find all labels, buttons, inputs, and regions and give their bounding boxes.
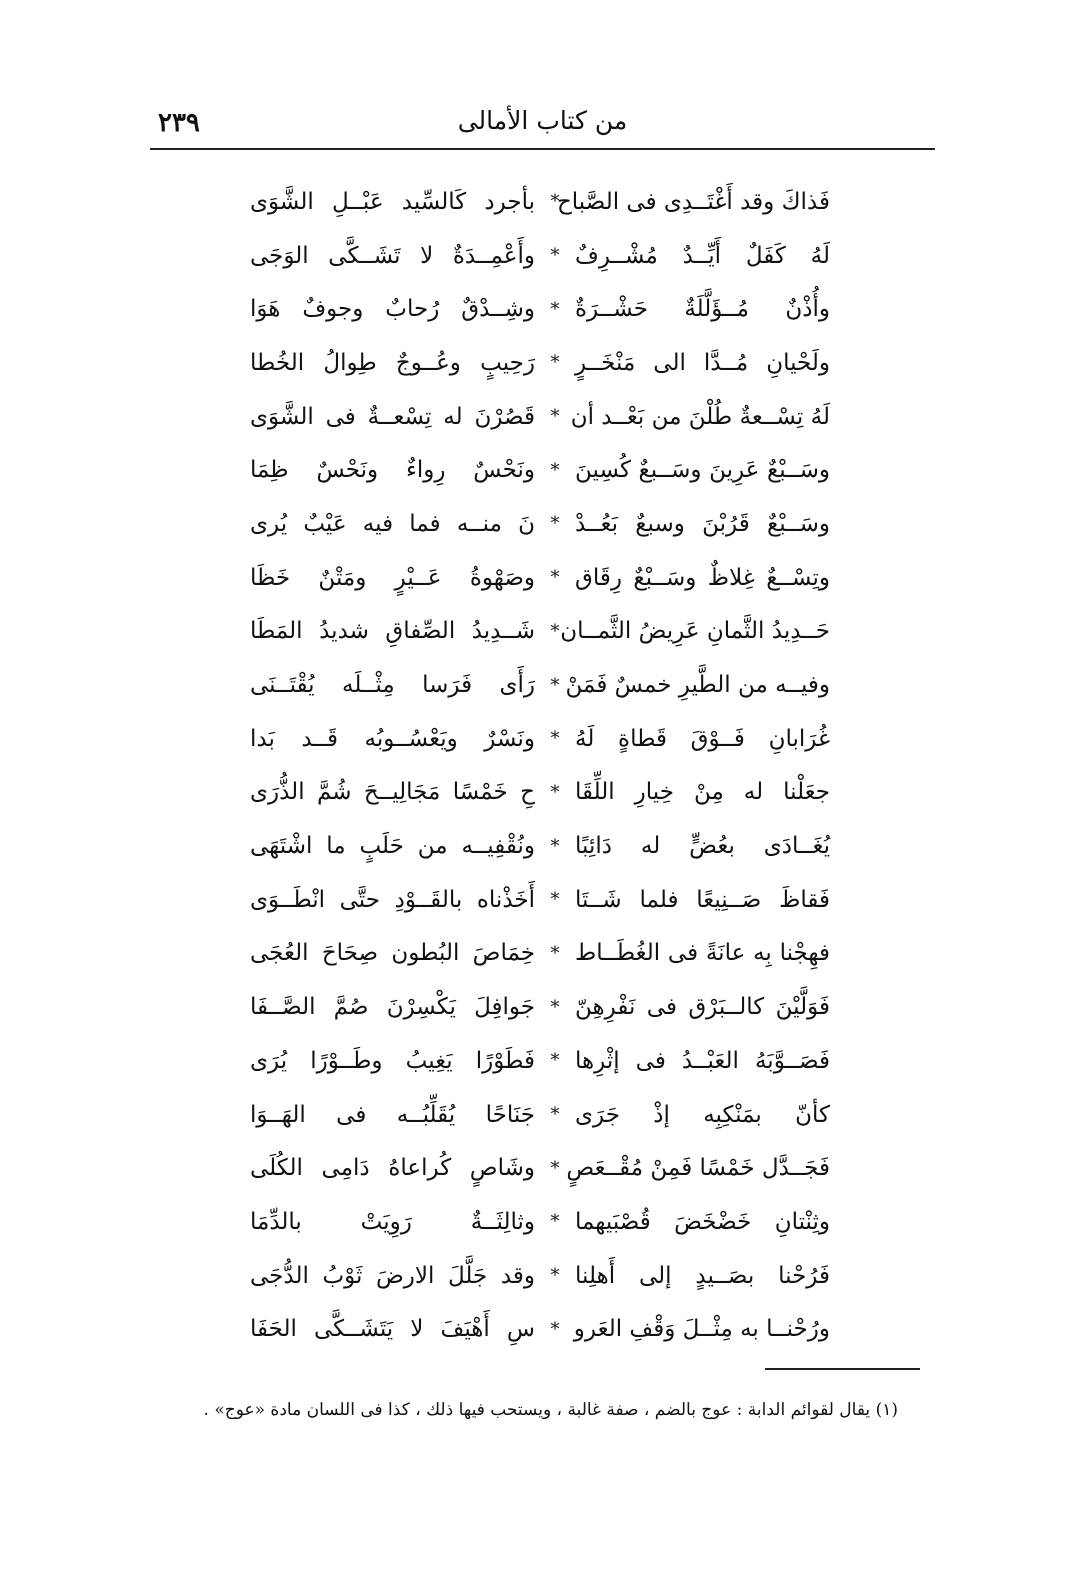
second-hemistich: بأجرد كَالسِّيد عَبْــلِ الشَّوَى	[250, 188, 535, 215]
first-hemistich: غُرَابانِ فَــوْقَ قَطاةٍ لَهُ	[575, 725, 830, 752]
second-hemistich: وثالِثَــةٌ رَوِيَتْ بالدِّمَا	[250, 1208, 535, 1235]
second-hemistich: أَخَذْناه بالقَــوْدِ حتَّى انْطَــوَى	[250, 886, 535, 913]
verse-line	[250, 1034, 830, 1088]
second-hemistich: رَأَى فَرَسا مِثْــلَه يُقْتَــنَى	[250, 672, 535, 699]
second-hemistich: قَصُرْنَ له تِسْعــةٌ فى الشَّوَى	[250, 403, 535, 430]
second-hemistich: سِ أَهْيَفَ لا يَتَشَــكَّى الحَفَا	[250, 1316, 535, 1343]
first-hemistich: وسَــبْعٌ عَرِينَ وسَــبعٌ كُسِينَ	[575, 457, 830, 484]
verse-line	[250, 229, 830, 283]
second-hemistich: نَ منــه فما فيه عَيْبٌ يُرى	[250, 510, 535, 537]
poem	[250, 175, 830, 1356]
verse-separator: *	[550, 1211, 560, 1233]
verse-separator: *	[550, 942, 560, 964]
second-hemistich: ونُقْفِيــه من حَلَبٍ ما اشْتَهَى	[250, 833, 535, 860]
verse-line	[250, 497, 830, 551]
first-hemistich: وسَــبْعٌ قَرُبْنَ وسبعٌ بَعُــدْ	[575, 510, 830, 537]
verse-line	[250, 927, 830, 981]
running-title: من كتاب الأمالى	[457, 106, 628, 135]
first-hemistich: فَوَلَّيْنَ كالــبَرْق فى نَفْرِهِنّ	[575, 994, 830, 1021]
verse-line	[250, 1088, 830, 1142]
verse-separator: *	[550, 728, 560, 750]
verse-line	[250, 551, 830, 605]
verse-separator: *	[550, 406, 560, 428]
first-hemistich: فَرُحْنا بصَــيدٍ إلى أَهلِنا	[575, 1262, 830, 1289]
second-hemistich: جَوافِلَ يَكْسِرْنَ صُمَّ الصَّــفَا	[250, 994, 535, 1021]
second-hemistich: حِ خَمْسًا مَجَالِيــحَ شُمَّ الذُّرَى	[250, 779, 535, 806]
second-hemistich: ونَسْرٌ ويَعْسُــوبُه قَــد بَدا	[250, 725, 535, 752]
footnote	[150, 1400, 898, 1420]
first-hemistich: وأُذْنٌ مُــؤَلَّلَةٌ حَشْــرَةٌ	[575, 296, 830, 323]
verse-separator: *	[550, 996, 560, 1018]
verse-separator: *	[550, 781, 560, 803]
first-hemistich: وثِنْتانِ خَضْخَضَ قُصْبَيهما	[575, 1208, 830, 1235]
first-hemistich: يُغَــادَى بعُضٍّ له دَائِبًا	[575, 833, 830, 860]
verse-line	[250, 980, 830, 1034]
second-hemistich: وأَعْمِــدَةٌ لا تَشَــكَّى الوَجَى	[250, 242, 535, 269]
first-hemistich: ورُحْنــا به مِثْــلَ وَقْفِ العَرو	[573, 1316, 830, 1343]
verse-separator: *	[550, 1265, 560, 1287]
verse-line	[250, 873, 830, 927]
second-hemistich: وصَهْوةُ عَــيْرٍ ومَتْنٌ خَظَا	[250, 564, 535, 591]
first-hemistich: جعَلْنا له مِنْ خِيارِ اللِّقَا	[575, 779, 830, 806]
first-hemistich: كأنّ بمَنْكِبِه إذْ جَرَى	[575, 1101, 830, 1128]
verse-line	[250, 1249, 830, 1303]
first-hemistich: حَــدِيدُ الثَّمانِ عَرِيضُ الثَّمــان	[560, 618, 830, 645]
first-hemistich: لَهُ تِسْــعةٌ طُلْنَ من بَعْــد أن	[570, 403, 830, 430]
first-hemistich: وتِسْــعٌ غِلاظٌ وسَــبْعٌ رِقَاق	[575, 564, 830, 591]
second-hemistich: وشِــدْقٌ رُحابٌ وجوفٌ هَوَا	[250, 296, 535, 323]
first-hemistich: فَقاظَ صَــنِيعًا فلما شَــتَا	[575, 886, 830, 913]
verse-line	[250, 1195, 830, 1249]
verse-line	[250, 766, 830, 820]
footnote-divider	[765, 1368, 920, 1370]
second-hemistich: وشَاصٍ كُراعاهُ دَامِى الكُلَى	[250, 1155, 535, 1182]
second-hemistich: خِمَاصَ البُطون صِحَاحَ العُجَى	[250, 940, 535, 967]
second-hemistich: رَحِيبٍ وعُــوجٌ طِوالُ الخُطا	[250, 349, 535, 376]
verse-separator: *	[550, 245, 560, 267]
footnote-marker: (١)	[875, 1400, 898, 1420]
second-hemistich: وقد جَلَّلَ الارضَ ثَوْبُ الدُّجَى	[250, 1262, 535, 1289]
verse-separator: *	[550, 298, 560, 320]
page-header	[150, 98, 935, 150]
second-hemistich: فَطَوْرًا يَغِيبُ وطَــوْرًا يُرَى	[250, 1047, 535, 1074]
second-hemistich: شَــدِيدُ الصِّفاقِ شديدُ المَطَا	[250, 618, 535, 645]
verse-line	[250, 605, 830, 659]
verse-line	[250, 282, 830, 336]
verse-line	[250, 390, 830, 444]
first-hemistich: فَجَــدَّل خَمْسًا فَمِنْ مُقْــعَصٍ	[566, 1155, 830, 1182]
verse-separator: *	[550, 1050, 560, 1072]
verse-separator: *	[550, 352, 560, 374]
verse-separator: *	[550, 1104, 560, 1126]
first-hemistich: ولَحْيانِ مُــدَّا الى مَنْخَــرٍ	[575, 349, 830, 376]
verse-separator: *	[550, 1318, 560, 1340]
verse-line	[250, 1141, 830, 1195]
first-hemistich: لَهُ كَفَلٌ أَيِّــدٌ مُشْــرِفٌ	[575, 242, 830, 269]
verse-separator: *	[550, 459, 560, 481]
page-number: ٢٣٩	[158, 108, 200, 138]
verse-line	[250, 1302, 830, 1356]
verse-separator: *	[550, 674, 560, 696]
first-hemistich: فَصَــوَّبَهُ العَبْــدُ فى إثْرِها	[575, 1047, 830, 1074]
verse-separator: *	[550, 835, 560, 857]
verse-line	[250, 336, 830, 390]
first-hemistich: فَذاكَ وقد أَغْتَــدِى فى الصَّباح	[556, 188, 830, 215]
verse-line	[250, 658, 830, 712]
verse-line	[250, 712, 830, 766]
verse-separator: *	[550, 513, 560, 535]
verse-separator: *	[550, 191, 560, 213]
first-hemistich: وفيــه من الطَّيرِ خمسٌ فَمَنْ	[565, 672, 830, 699]
verse-separator: *	[550, 620, 560, 642]
verse-separator: *	[550, 567, 560, 589]
first-hemistich: فهِجْنا بِه عانَةً فى الغُطَــاط	[575, 940, 830, 967]
second-hemistich: جَنَاحًا يُقَلِّبُــه فى الهَــوَا	[250, 1101, 535, 1128]
verse-separator: *	[550, 1157, 560, 1179]
verse-line	[250, 443, 830, 497]
verse-line	[250, 175, 830, 229]
verse-line	[250, 819, 830, 873]
second-hemistich: ونَحْسٌ رِواءٌ ونَحْسٌ ظِمَا	[250, 457, 535, 484]
footnote-text: يقال لقوائم الدابة : عوج بالضم ، صفة غالبة ، ويستحب فيها ذلك ، كذا فى اللسان مادة «عوج» .	[203, 1400, 871, 1420]
verse-separator: *	[550, 889, 560, 911]
